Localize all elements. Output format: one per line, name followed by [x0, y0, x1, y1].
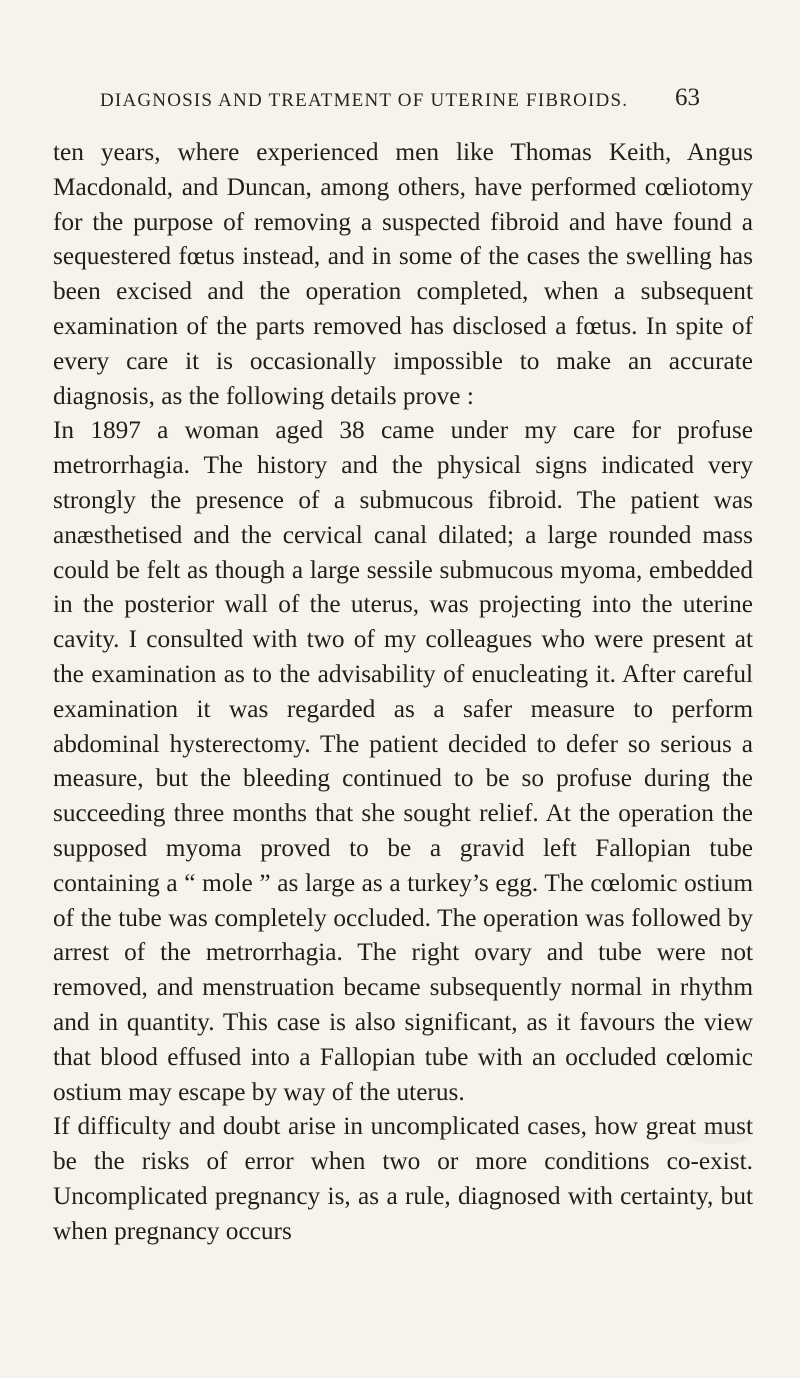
running-title: DIAGNOSIS AND TREATMENT OF UTERINE FIBROIDS.	[100, 90, 629, 111]
paragraph-3: If difficulty and doubt arise in uncomplicated cases, how great must be the risks of error when two or more conditions co-exist. Uncomplicated pregnancy is, as a rule, diagnosed with certainty, but when pregnancy occurs	[53, 1112, 753, 1245]
body-text	[53, 135, 753, 1249]
paper-smudge	[690, 1130, 750, 1144]
page-number: 63	[675, 84, 700, 111]
running-header	[100, 84, 700, 118]
paragraph-2: In 1897 a woman aged 38 came under my care for profuse metrorrhagia. The history and the physical signs indicated very strongly the presence of a submucous fibroid. The patient was anæsthetised and the cervical canal dilated; a large rounded mass could be felt as though a large sessile submucous myoma, embedded in the posterior wall of the uterus, was projecting into the uterine cavity. I consulted with two of my colleagues who were present at the examination as to the advisability of enucleating it. After careful examination it was regarded as a safer measure to perform abdominal hysterectomy. The patient decided to defer so serious a measure, but the bleeding continued to be so profuse during the succeeding three months that she sought relief. At the operation the supposed myoma proved to be a gravid left Fallopian tube containing a “ mole ” as large as a turkey’s egg. The cœlomic ostium of the tube was completely occluded. The operation was followed by arrest of the metrorrhagia. The right ovary and tube were not removed, and menstruation became subsequently normal in rhythm and in quantity. This case is also significant, as it favours the view that blood effused into a Fallopian tube with an occluded cœlomic ostium may escape by way of the uterus.	[53, 416, 753, 1106]
paragraph-1: ten years, where experienced men like Thomas Keith, Angus Macdonald, and Duncan, among others, have performed cœliotomy for the purpose of removing a suspected fibroid and have found a sequestered fœtus instead, and in some of the cases the swelling has been excised and the operation completed, when a subsequent examination of the parts removed has disclosed a fœtus. In spite of every care it is occasionally impossible to make an accurate diagnosis, as the following details prove :	[53, 138, 753, 410]
